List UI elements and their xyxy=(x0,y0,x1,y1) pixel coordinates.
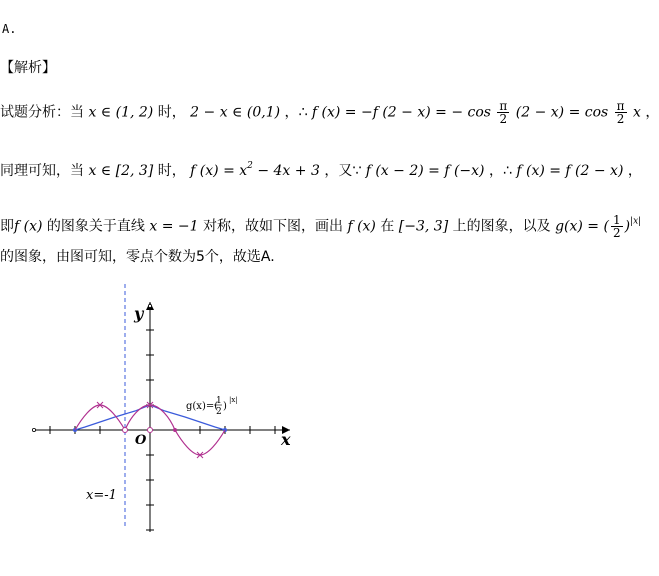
origin-label: O xyxy=(135,433,147,448)
line3-exponent: |x| xyxy=(630,216,642,227)
symmetry-line-label: x=-1 xyxy=(86,488,117,503)
line2-mid: ，又∵ xyxy=(324,163,362,179)
section-header: 【解析】 xyxy=(0,60,56,76)
line1-shi: 时， xyxy=(157,104,186,121)
line2-cond: x ∈ [2, 3] xyxy=(88,163,154,179)
g-label-prefix: g(x)=( xyxy=(186,401,219,412)
g-label-exponent: |x| xyxy=(229,396,238,404)
frac-denominator: 2 xyxy=(499,112,508,126)
line3-t2: 对称，故如下图，画出 xyxy=(198,218,343,235)
line1-expr-c: x xyxy=(633,104,641,121)
line1-tail: ， xyxy=(645,104,659,121)
x-axis-start-marker xyxy=(32,428,35,431)
line3-f: f (x) xyxy=(14,218,43,235)
line1-cond2: 2 − x ∈ (0,1) xyxy=(190,104,281,121)
line3-lead: 即 xyxy=(0,218,14,235)
line1-expr-b: (2 − x) = cos xyxy=(515,104,609,121)
frac-numerator: 1 xyxy=(612,213,621,227)
answer-letter: A. xyxy=(2,22,17,36)
line2-expr-a: f (x) = x xyxy=(190,163,248,179)
line1-expr-a: f (x) = −f (2 − x) = − cos xyxy=(311,104,491,121)
line2-expr-c: f (x − 2) = f (−x) xyxy=(365,163,485,179)
line2-expr-b: − 4x + 3 xyxy=(252,163,320,179)
line1-sep: ，∴ xyxy=(284,104,308,121)
frac-denominator: 2 xyxy=(616,112,625,126)
line2-sep: ，∴ xyxy=(488,163,512,179)
frac-denominator: 2 xyxy=(612,226,621,240)
line1-lead: 试题分析：当 xyxy=(0,104,84,121)
g-label-suffix: ) xyxy=(223,401,227,412)
line2-expr-d: f (x) = f (2 − x) xyxy=(516,163,624,179)
g-label-denominator: 2 xyxy=(216,407,222,417)
line3-close: ) xyxy=(624,218,631,235)
frac-numerator: π xyxy=(499,99,508,113)
line2-lead: 同理可知，当 xyxy=(0,163,84,179)
zero-marker xyxy=(123,428,128,433)
zero-marker xyxy=(173,428,177,432)
x-axis-label: x xyxy=(281,430,291,449)
y-axis-label: y xyxy=(134,304,144,323)
line3-g: g(x) = ( xyxy=(555,218,609,235)
line2-square: 2 xyxy=(247,161,253,171)
y-axis-top-marker xyxy=(148,304,151,307)
line3-f2: f (x) xyxy=(347,218,376,235)
line3-t4: 上的图象，以及 xyxy=(448,218,551,235)
line3-t3: 在 xyxy=(375,218,395,235)
origin-marker xyxy=(148,428,153,433)
frac-numerator: π xyxy=(616,99,625,113)
line1-cond1: x ∈ (1, 2) xyxy=(88,104,154,121)
line2-shi: 时， xyxy=(157,163,186,179)
line3-line-eq: x = −1 xyxy=(149,218,199,235)
line3-t1: 的图象关于直线 xyxy=(42,218,145,235)
analysis-line-4: 的图象，由图可知，零点个数为5个，故选A. xyxy=(0,249,275,265)
line3-interval: [−3, 3] xyxy=(398,218,449,235)
line2-tail: ， xyxy=(627,163,642,179)
g-label-numerator: 1 xyxy=(216,396,222,406)
